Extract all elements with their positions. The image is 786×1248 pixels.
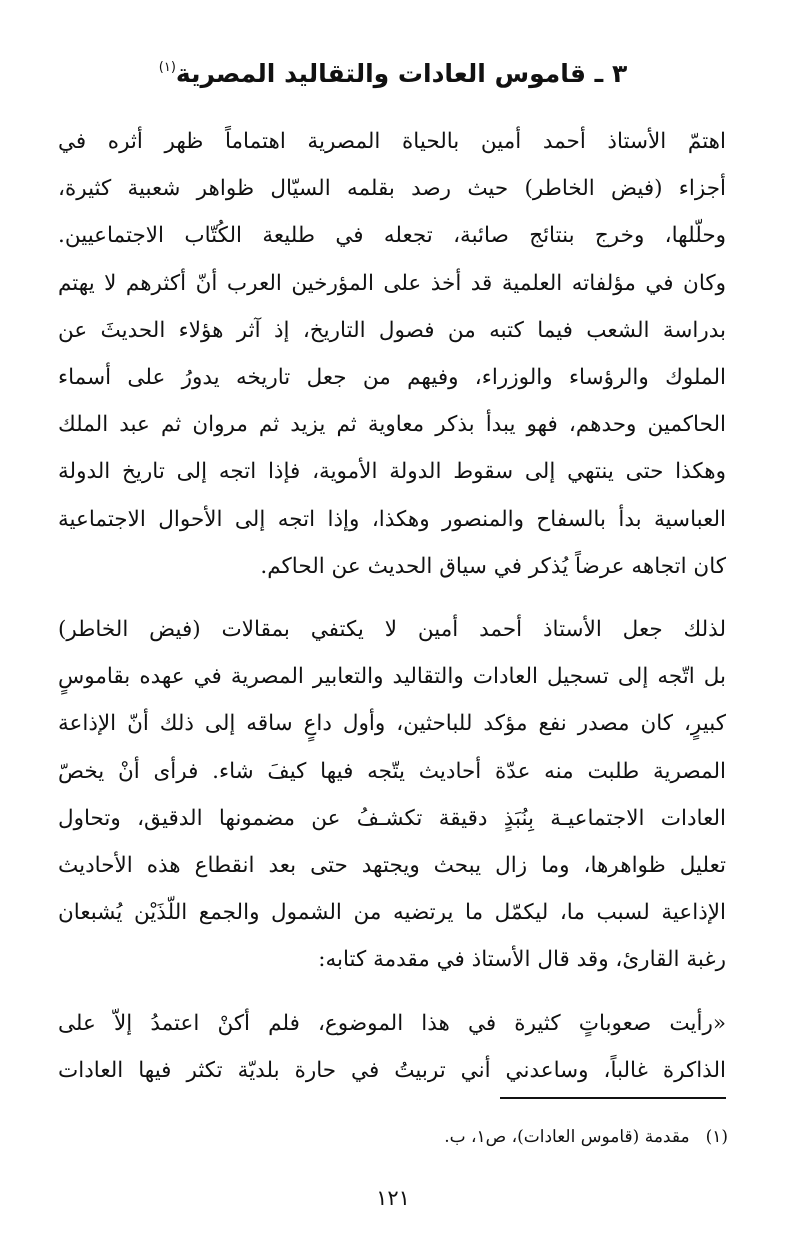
- text-line: الحاكمين وحدهم، فهو يبدأ بذكر معاوية ثم يزيد ثم مروان ثم عبد الملك: [58, 412, 726, 438]
- footnote-text: مقدمة (قاموس العادات)، ص١، ب.: [444, 1127, 690, 1147]
- footnote-reference: (١): [158, 60, 176, 75]
- paragraph-1: [58, 118, 726, 590]
- paragraph-gap: [58, 984, 726, 1000]
- text-line: كبيرٍ، كان مصدر نفع مؤكد للباحثين، وأول داعٍ ساقه إلى ذلك أنّ الإذاعة: [58, 711, 726, 737]
- text-line: وهكذا حتى ينتهي إلى سقوط الدولة الأموية، فإذا اتجه إلى تاريخ الدولة: [58, 459, 726, 485]
- paragraph-2: [58, 606, 726, 984]
- text-line: بل اتّجه إلى تسجيل العادات والتقاليد والتعابير المصرية في عهده بقاموسٍ: [58, 664, 726, 690]
- text-line: الملوك والرؤساء والوزراء، وفيهم من جعل تاريخه يدورُ على أسماء: [58, 365, 726, 391]
- text-line: وحلّلها، وخرج بنتائج صائبة، تجعله في طليعة الكُتّاب الاجتماعيين.: [58, 223, 726, 249]
- text-line: اهتمّ الأستاذ أحمد أمين بالحياة المصرية اهتماماً ظهر أثره في: [58, 129, 726, 154]
- text-line: الإذاعية لسبب ما، ليكمّل ما يرتضيه من الشمول والجمع اللّذَيْن يُشبعان: [58, 900, 726, 926]
- footnote-marker: (١): [705, 1127, 728, 1147]
- footnote: [444, 1122, 728, 1152]
- paragraph-3: [58, 1000, 726, 1094]
- text-line: تعليل ظواهرها، وما زال يبحث ويجتهد حتى بعد انقطاع هذه الأحاديث: [58, 853, 726, 879]
- text-line: كان اتجاهه عرضاً يُذكر في سياق الحديث عن الحاكم.: [260, 553, 726, 579]
- text-line: العباسية بدأ بالسفاح والمنصور وهكذا، وإذا اتجه إلى الأحوال الاجتماعية: [58, 506, 726, 532]
- text-line: أجزاء (فيض الخاطر) حيث رصد بقلمه السيّال ظواهر شعبية كثيرة،: [58, 176, 726, 202]
- text-line: رغبة القارئ، وقد قال الأستاذ في مقدمة كتابه:: [318, 947, 726, 973]
- section-title: ٣ ـ قاموس العادات والتقاليد المصرية: [175, 59, 628, 88]
- page-number: ١٢١: [376, 1186, 410, 1210]
- text-line: العادات الاجتماعيـة بِنُبَذٍ دقيقة تكشـفُ عن مضمونها الدقيق، وتحاول: [58, 805, 726, 831]
- body-text: [58, 118, 726, 1094]
- section-heading: [40, 52, 746, 96]
- footnote-divider: [500, 1097, 726, 1099]
- text-line: الذاكرة غالباً، وساعدني أني تربيتُ في حارة بلديّة تكثر فيها العادات: [58, 1057, 726, 1083]
- text-line: «رأيت صعوباتٍ كثيرة في هذا الموضوع، فلم أكنْ اعتمدُ إلاّ على: [58, 1010, 726, 1036]
- paragraph-gap: [58, 590, 726, 606]
- text-line: وكان في مؤلفاته العلمية قد أخذ على المؤرخين العرب أنّ أكثرهم لا يهتم: [58, 270, 726, 296]
- text-line: المصرية طلبت منه عدّة أحاديث يتّجه فيها كيفَ شاء. فرأى أنْ يخصّ: [58, 758, 726, 784]
- text-line: بدراسة الشعب فيما كتبه من فصول التاريخ، إذ آثر هؤلاء الحديثَ عن: [58, 317, 726, 343]
- text-line: لذلك جعل الأستاذ أحمد أمين لا يكتفي بمقالات (فيض الخاطر): [58, 617, 726, 643]
